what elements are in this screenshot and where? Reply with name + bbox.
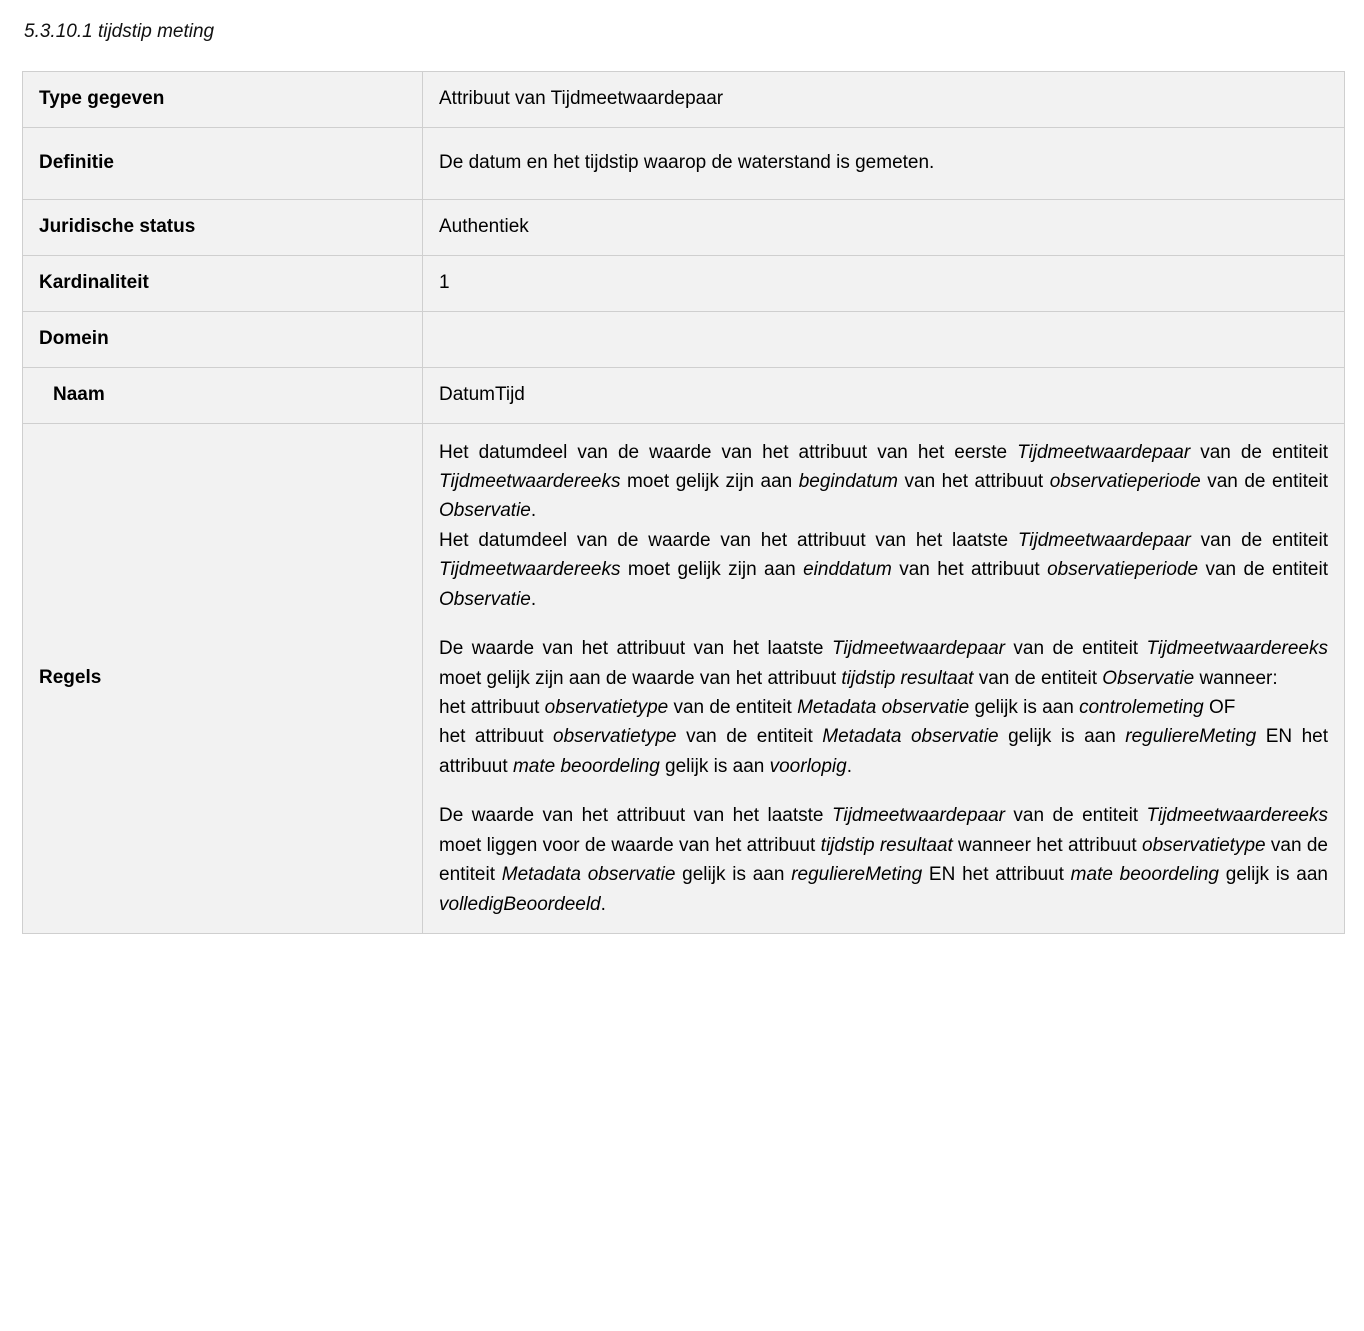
row-label-naam: Naam — [23, 367, 423, 423]
table-row — [23, 71, 1345, 127]
row-value-juridische-status: Authentiek — [423, 199, 1345, 255]
row-label-regels: Regels — [23, 423, 423, 934]
row-value-definitie: De datum en het tijdstip waarop de waterstand is gemeten. — [423, 127, 1345, 199]
row-label-domein: Domein — [23, 311, 423, 367]
row-value-domein — [423, 311, 1345, 367]
row-value-kardinaliteit: 1 — [423, 255, 1345, 311]
row-value-type-gegeven: Attribuut van Tijdmeetwaardepaar — [423, 71, 1345, 127]
rules-paragraph: het attribuut observatietype van de entiteit Metadata observatie gelijk is aan controlemeting OF — [439, 697, 1236, 718]
page-title: 5.3.10.1 tijdstip meting — [24, 21, 215, 42]
rules-paragraph: Het datumdeel van de waarde van het attribuut van het laatste Tijdmeetwaardepaar van de entiteit Tijdmeetwaardereeks moet gelijk zijn aan einddatum van het attribuut observatieperiode van de entiteit Observatie. — [439, 529, 1328, 610]
row-label-type-gegeven: Type gegeven — [23, 71, 423, 127]
rules-paragraph: De waarde van het attribuut van het laatste Tijdmeetwaardepaar van de entiteit Tijdmeetwaardereeks moet gelijk zijn aan de waarde van het attribuut tijdstip resultaat van de entiteit Observatie wanneer: — [439, 638, 1328, 689]
row-label-juridische-status: Juridische status — [23, 199, 423, 255]
row-label-definitie: Definitie — [23, 127, 423, 199]
table-row — [23, 311, 1345, 367]
rules-block-1 — [439, 438, 1328, 615]
table-row — [23, 199, 1345, 255]
table-row — [23, 255, 1345, 311]
rules-paragraph: het attribuut observatietype van de entiteit Metadata observatie gelijk is aan reguliereMeting EN het attribuut mate beoordeling gelijk is aan voorlopig. — [439, 726, 1328, 777]
rules-block-2 — [439, 634, 1328, 781]
rules-paragraph: Het datumdeel van de waarde van het attribuut van het eerste Tijdmeetwaardepaar van de entiteit Tijdmeetwaardereeks moet gelijk zijn aan begindatum van het attribuut observatieperiode van de entiteit Observatie. — [439, 441, 1328, 522]
rules-paragraph: De waarde van het attribuut van het laatste Tijdmeetwaardepaar van de entiteit Tijdmeetwaardereeks moet liggen voor de waarde van het attribuut tijdstip resultaat wanneer het attribuut observatietype van de entiteit Metadata observatie gelijk is aan reguliereMeting EN het attribuut mate beoordeling gelijk is aan volledigBeoordeeld. — [439, 805, 1328, 915]
row-label-kardinaliteit: Kardinaliteit — [23, 255, 423, 311]
rules-block-3 — [439, 801, 1328, 919]
attribute-table — [22, 71, 1345, 934]
row-value-regels — [423, 423, 1345, 934]
table-row — [23, 367, 1345, 423]
row-value-naam: DatumTijd — [423, 367, 1345, 423]
table-row — [23, 127, 1345, 199]
table-row-regels — [23, 423, 1345, 934]
